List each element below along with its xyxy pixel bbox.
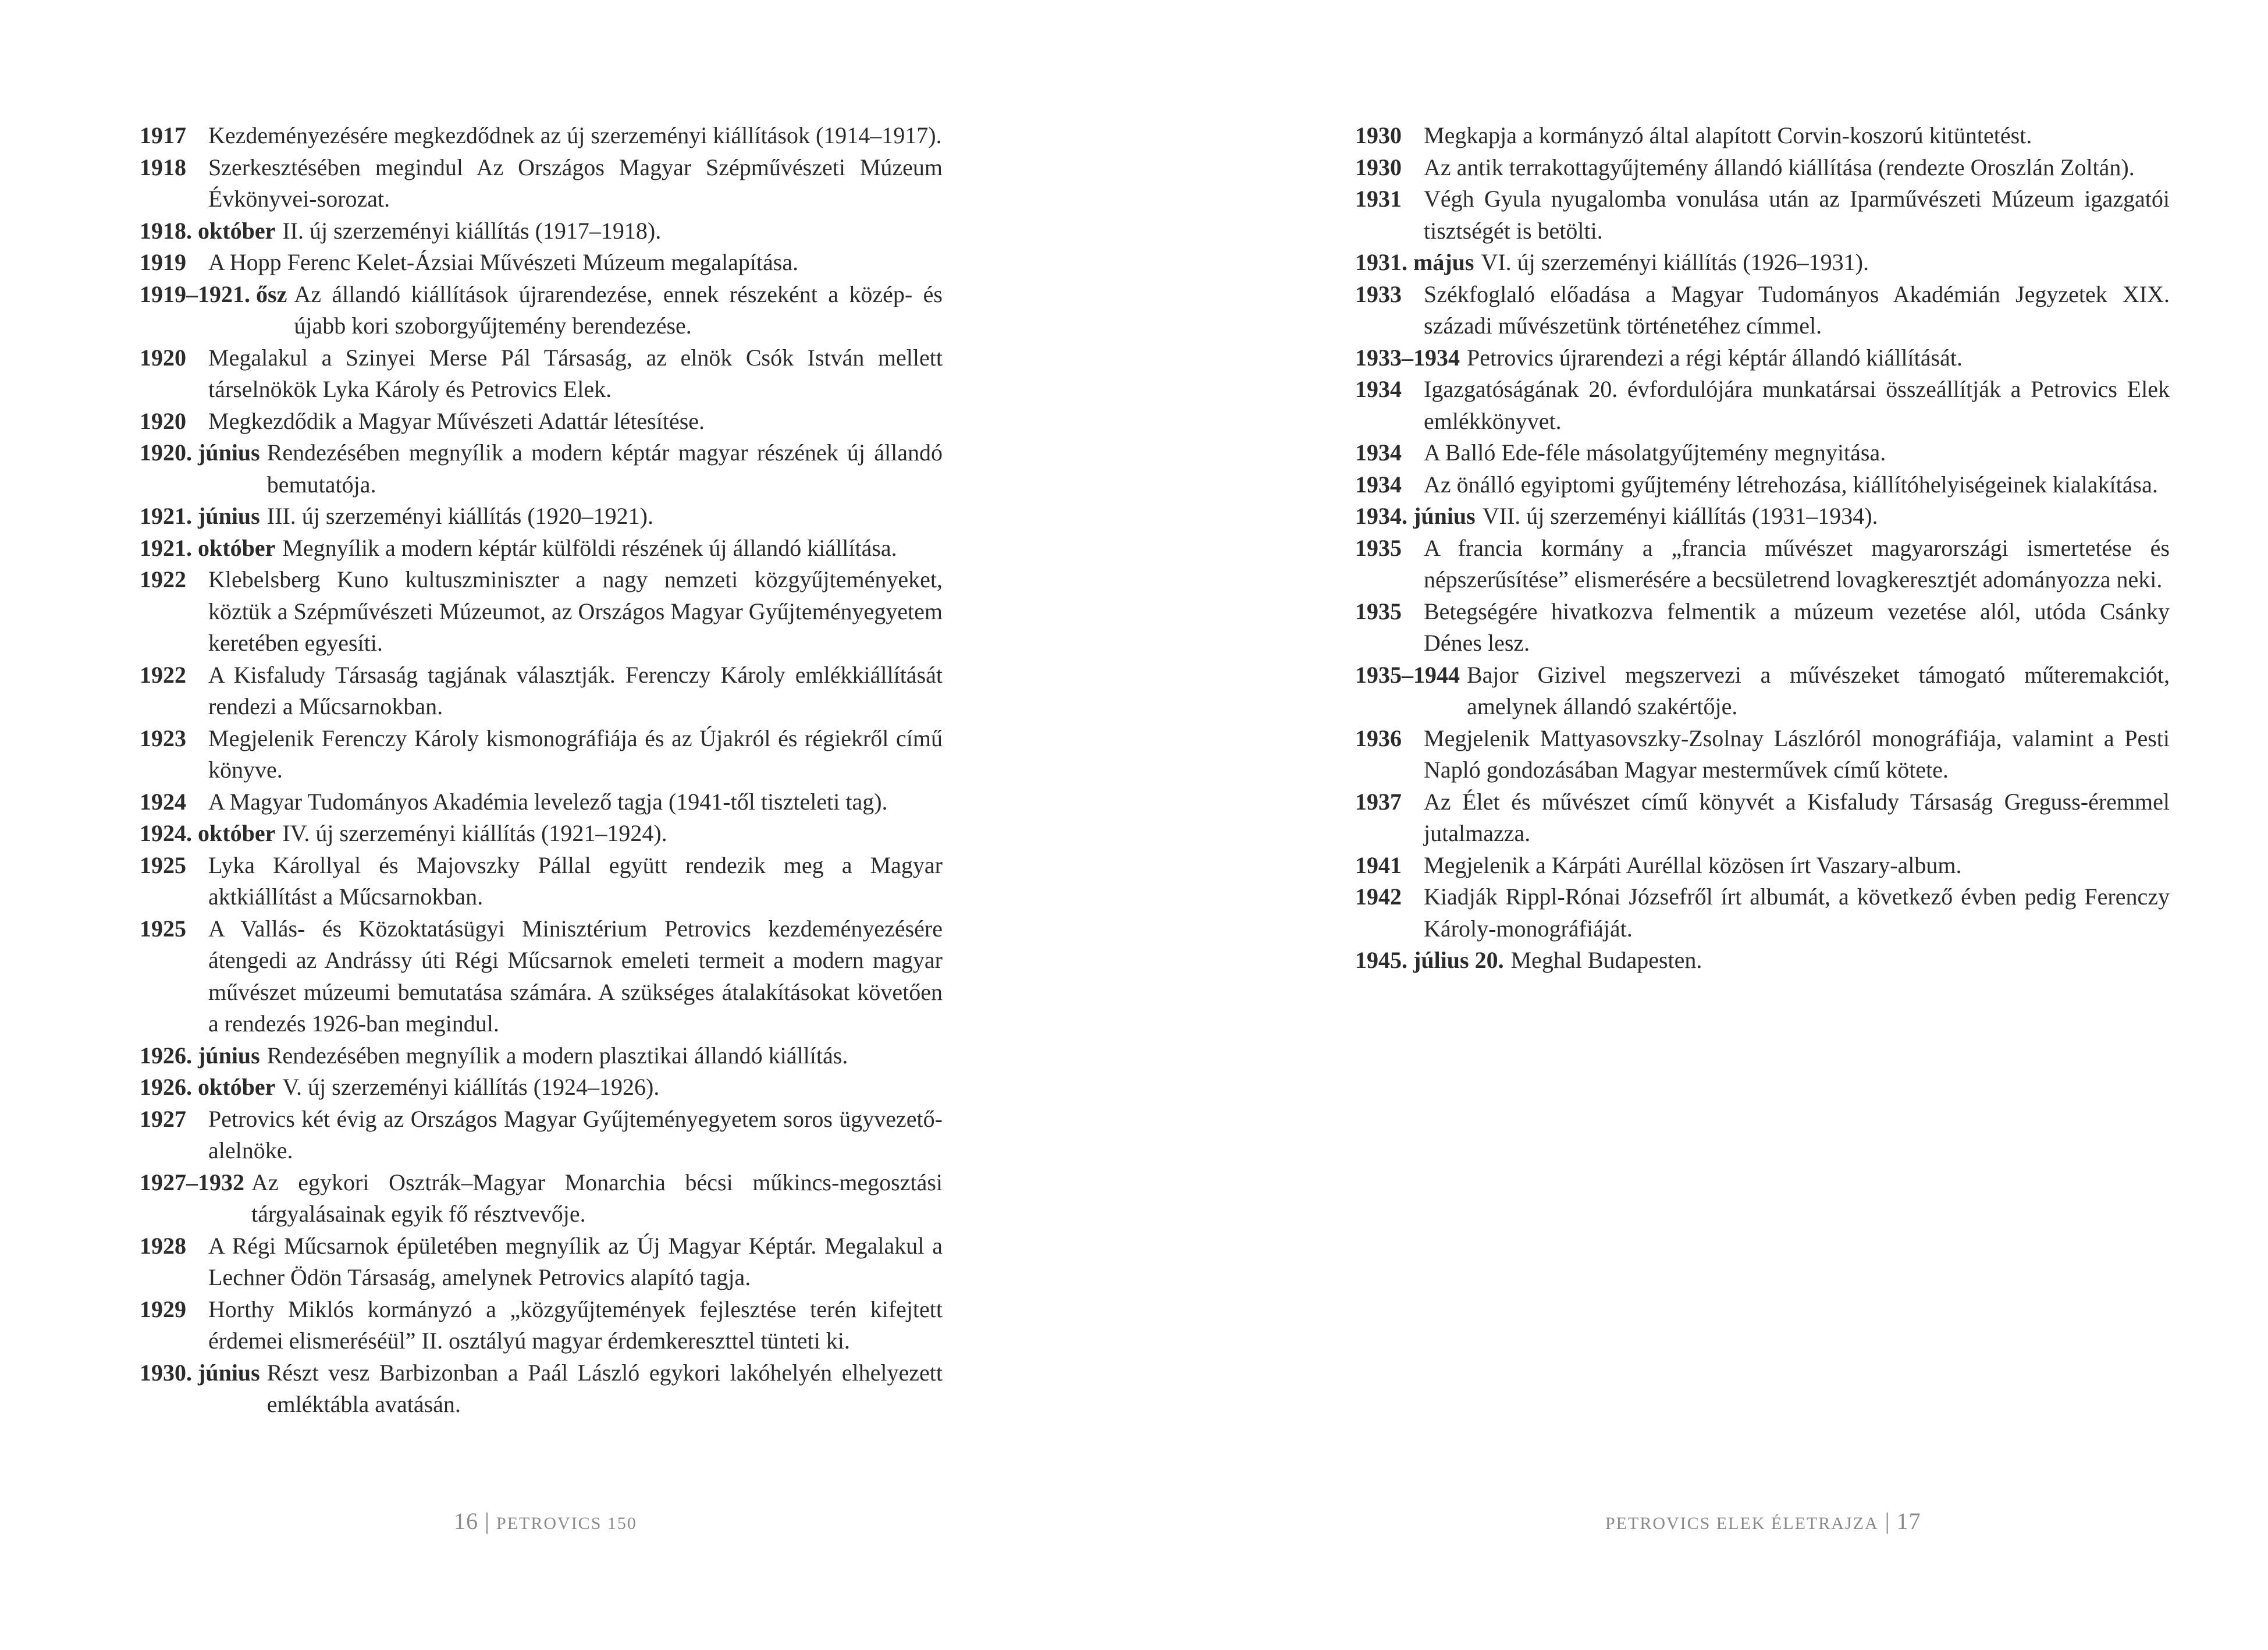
entry-text: Az egykori Osztrák–Magyar Monarchia bécsi műkincs-megosztási tárgyalásainak egyik fő résztvevője. — [251, 1169, 943, 1227]
entry-year: 1929 — [140, 1296, 186, 1322]
right-chronology — [1355, 120, 2170, 977]
entry-year: 1925 — [140, 915, 186, 942]
chronology-entry — [140, 152, 943, 215]
entry-date — [140, 913, 208, 945]
chronology-entry — [1355, 342, 2170, 374]
entry-text: Megjelenik a Kárpáti Auréllal közösen írt Vaszary-album. — [1424, 851, 1962, 878]
entry-year: 1924. — [140, 820, 192, 846]
chronology-entry — [140, 1071, 943, 1103]
entry-year: 1917 — [140, 122, 186, 148]
entry-year: 1937 — [1355, 788, 1402, 815]
entry-date — [140, 1357, 267, 1389]
entry-year: 1925 — [140, 851, 186, 878]
entry-text: Megkapja a kormányzó által alapított Corvin-koszorú kitüntetést. — [1424, 122, 2032, 148]
entry-year: 1930. — [140, 1359, 192, 1386]
page-number: 16 — [454, 1508, 478, 1534]
chronology-entry — [140, 723, 943, 786]
chronology-entry — [1355, 659, 2170, 723]
entry-text: V. új szerzeményi kiállítás (1924–1926). — [282, 1074, 660, 1100]
chronology-entry — [140, 1294, 943, 1357]
chronology-entry — [140, 659, 943, 723]
chronology-entry — [1355, 786, 2170, 850]
entry-date — [1355, 723, 1424, 755]
entry-text: A Magyar Tudományos Akadémia levelező tagja (1941-től tiszteleti tag). — [208, 788, 888, 815]
entry-date — [140, 850, 208, 882]
chronology-entry — [140, 1167, 943, 1230]
entry-year: 1920 — [140, 407, 186, 434]
entry-date — [140, 1294, 208, 1326]
chronology-entry — [140, 564, 943, 659]
entry-text: Horthy Miklós kormányzó a „közgyűjtemények fejlesztése terén kifejtett érdemei elismeréséül” II. osztályú magyar érdemkereszttel tünteti ki. — [208, 1296, 943, 1354]
entry-text: II. új szerzeményi kiállítás (1917–1918). — [282, 217, 662, 244]
entry-text: Az állandó kiállítások újrarendezése, ennek részeként a közép- és újabb kori szoborgyűjtemény berendezése. — [294, 281, 943, 339]
entry-text: Petrovics újrarendezi a régi képtár állandó kiállítását. — [1467, 344, 1963, 371]
entry-year: 1942 — [1355, 883, 1402, 910]
chronology-entry — [1355, 945, 2170, 977]
entry-year: 1927–1932 — [140, 1169, 244, 1195]
entry-date — [1355, 120, 1424, 152]
entry-date — [1355, 881, 1424, 913]
entry-date — [140, 564, 208, 596]
entry-date — [140, 1071, 282, 1103]
entry-text: Megalakul a Szinyei Merse Pál Társaság, az elnök Csók István mellett társelnökök Lyka Károly és Petrovics Elek. — [208, 344, 943, 402]
entry-date — [140, 406, 208, 438]
entry-text: VI. új szerzeményi kiállítás (1926–1931). — [1481, 249, 1869, 275]
entry-year: 1931 — [1355, 186, 1402, 212]
entry-date — [140, 1103, 208, 1136]
chronology-entry — [140, 533, 943, 565]
entry-month: ősz — [256, 281, 287, 307]
entry-date — [140, 786, 208, 818]
entry-month: július 20. — [1413, 947, 1504, 973]
entry-text: Székfoglaló előadása a Magyar Tudományos Akadémián Jegyzetek XIX. századi művészetünk történetéhez címmel. — [1424, 281, 2170, 339]
entry-date — [140, 152, 208, 184]
entry-date — [1355, 342, 1467, 374]
entry-text: A Balló Ede-féle másolatgyűjtemény megnyitása. — [1424, 439, 1886, 466]
entry-text: A Régi Műcsarnok épületében megnyílik az Új Magyar Képtár. Megalakul a Lechner Ödön Társaság, amelynek Petrovics alapító tagja. — [208, 1232, 943, 1290]
entry-date — [1355, 279, 1424, 311]
entry-month: június — [198, 1359, 260, 1386]
entry-text: A Vallás- és Közoktatásügyi Minisztérium Petrovics kezdeményezésére átengedi az Andrássy úti Régi Műcsarnok emeleti termeit a modern magyar művészet múzeumi bemutatása számára. A szükséges átalakításokat követően a rendezés 1926-ban megindul. — [208, 915, 943, 1037]
entry-year: 1935 — [1355, 598, 1402, 624]
entry-month: június — [1413, 503, 1476, 529]
running-title: PETROVICS ELEK ÉLETRAJZA — [1605, 1514, 1879, 1533]
entry-text: Megjelenik Ferenczy Károly kismonográfiája és az Újakról és régiekről című könyve. — [208, 725, 943, 783]
entry-date — [1355, 659, 1467, 691]
entry-month: június — [198, 439, 260, 466]
entry-year: 1933 — [1355, 281, 1402, 307]
entry-year: 1922 — [140, 566, 186, 592]
chronology-entry — [140, 279, 943, 342]
entry-text: A Hopp Ferenc Kelet-Ázsiai Művészeti Múzeum megalapítása. — [208, 249, 799, 275]
entry-year: 1927 — [140, 1105, 186, 1132]
entry-month: október — [198, 217, 276, 244]
chronology-entry — [140, 342, 943, 406]
chronology-entry — [140, 850, 943, 913]
entry-text: Petrovics két évig az Országos Magyar Gyűjteményegyetem soros ügyvezető-alelnöke. — [208, 1105, 943, 1163]
entry-date — [140, 1040, 267, 1072]
chronology-entry — [1355, 596, 2170, 659]
entry-date — [140, 533, 282, 565]
entry-year: 1930 — [1355, 122, 1402, 148]
entry-date — [1355, 247, 1481, 279]
entry-year: 1936 — [1355, 725, 1402, 751]
entry-date — [140, 279, 294, 311]
entry-text: Megnyílik a modern képtár külföldi részének új állandó kiállítása. — [282, 534, 897, 561]
entry-year: 1931. — [1355, 249, 1407, 275]
chronology-entry — [1355, 247, 2170, 279]
entry-text: Megkezdődik a Magyar Művészeti Adattár létesítése. — [208, 407, 705, 434]
entry-date — [1355, 945, 1511, 977]
chronology-entry — [140, 1040, 943, 1072]
chronology-entry — [1355, 374, 2170, 437]
entry-text: VII. új szerzeményi kiállítás (1931–1934). — [1482, 503, 1878, 529]
entry-year: 1920. — [140, 439, 192, 466]
entry-text: Kezdeményezésére megkezdődnek az új szerzeményi kiállítások (1914–1917). — [208, 122, 942, 148]
entry-text: Az önálló egyiptomi gyűjtemény létrehozása, kiállítóhelyiségeinek kialakítása. — [1424, 471, 2158, 498]
entry-year: 1919 — [140, 249, 186, 275]
entry-date — [140, 342, 208, 374]
right-page-footer — [1605, 1507, 1921, 1535]
entry-text: Kiadják Rippl-Rónai Józsefről írt albumát, a következő évben pedig Ferenczy Károly-monográfiáját. — [1424, 883, 2170, 942]
chronology-entry — [140, 786, 943, 818]
entry-year: 1930 — [1355, 154, 1402, 180]
entry-year: 1935–1944 — [1355, 661, 1460, 688]
chronology-entry — [140, 215, 943, 247]
chronology-entry — [140, 1357, 943, 1421]
entry-year: 1935 — [1355, 534, 1402, 561]
entry-year: 1926. — [140, 1042, 192, 1069]
chronology-entry — [1355, 469, 2170, 501]
entry-year: 1926. — [140, 1074, 192, 1100]
entry-year: 1934. — [1355, 503, 1407, 529]
entry-year: 1941 — [1355, 851, 1402, 878]
chronology-entry — [1355, 501, 2170, 533]
entry-text: IV. új szerzeményi kiállítás (1921–1924). — [282, 820, 667, 846]
chronology-entry — [1355, 437, 2170, 469]
entry-date — [1355, 786, 1424, 818]
entry-text: Rendezésében megnyílik a modern plasztikai állandó kiállítás. — [266, 1042, 848, 1069]
entry-date — [140, 818, 282, 850]
entry-date — [140, 215, 282, 247]
entry-date — [1355, 437, 1424, 469]
entry-text: Az Élet és művészet című könyvét a Kisfaludy Társaság Greguss-éremmel jutalmazza. — [1424, 788, 2170, 846]
chronology-entry — [140, 501, 943, 533]
entry-year: 1923 — [140, 725, 186, 751]
entry-month: október — [198, 534, 276, 561]
entry-date — [1355, 469, 1424, 501]
chronology-entry — [140, 120, 943, 152]
chronology-entry — [140, 818, 943, 850]
page-number: 17 — [1896, 1508, 1921, 1534]
entry-text: Bajor Gizivel megszervezi a művészeket támogató műteremakciót, amelynek állandó szakértője. — [1467, 661, 2170, 719]
footer-separator: | — [1885, 1508, 1890, 1534]
chronology-entry — [140, 247, 943, 279]
entry-date — [1355, 501, 1483, 533]
chronology-entry — [1355, 881, 2170, 945]
entry-text: Klebelsberg Kuno kultuszminiszter a nagy nemzeti közgyűjteményeket, köztük a Szépművészeti Múzeumot, az Országos Magyar Gyűjteményegyetem keretében egyesíti. — [208, 566, 943, 656]
entry-date — [140, 1167, 251, 1199]
entry-date — [1355, 374, 1424, 406]
entry-year: 1934 — [1355, 471, 1402, 498]
entry-year: 1921. — [140, 503, 192, 529]
right-page — [1134, 0, 2268, 1650]
entry-date — [140, 120, 208, 152]
chronology-entry — [140, 437, 943, 501]
entry-year: 1928 — [140, 1232, 186, 1259]
entry-date — [1355, 850, 1424, 882]
entry-text: Részt vesz Barbizonban a Paál László egykori lakóhelyén elhelyezett emléktábla avatásán. — [266, 1359, 943, 1417]
left-page-footer — [454, 1507, 637, 1535]
entry-date — [1355, 152, 1424, 184]
chronology-entry — [1355, 533, 2170, 596]
entry-text: Betegségére hivatkozva felmentik a múzeum vezetése alól, utóda Csánky Dénes lesz. — [1424, 598, 2170, 656]
chronology-entry — [1355, 183, 2170, 247]
chronology-entry — [140, 913, 943, 1040]
entry-year: 1934 — [1355, 439, 1402, 466]
entry-month: május — [1413, 249, 1474, 275]
entry-month: október — [198, 820, 276, 846]
entry-text: A Kisfaludy Társaság tagjának választják. Ferenczy Károly emlékkiállítását rendezi a Műcsarnokban. — [208, 661, 943, 719]
entry-text: Az antik terrakottagyűjtemény állandó kiállítása (rendezte Oroszlán Zoltán). — [1424, 154, 2135, 180]
entry-year: 1922 — [140, 661, 186, 688]
entry-date — [140, 1230, 208, 1262]
chronology-entry — [1355, 279, 2170, 342]
entry-year: 1924 — [140, 788, 186, 815]
entry-text: Meghal Budapesten. — [1510, 947, 1702, 973]
entry-month: június — [198, 1042, 260, 1069]
entry-text: Végh Gyula nyugalomba vonulása után az Iparművészeti Múzeum igazgatói tisztségét is betölti. — [1424, 186, 2170, 244]
entry-text: Lyka Károllyal és Majovszky Pállal együtt rendezik meg a Magyar aktkiállítást a Műcsarnokban. — [208, 851, 943, 910]
entry-text: Igazgatóságának 20. évfordulójára munkatársai összeállítják a Petrovics Elek emlékkönyvet. — [1424, 376, 2170, 434]
entry-text: III. új szerzeményi kiállítás (1920–1921). — [266, 503, 653, 529]
chronology-entry — [1355, 152, 2170, 184]
entry-text: A francia kormány a „francia művészet magyarországi ismertetése és népszerűsítése” elismerésére a becsületrend lovagkeresztjét adományozza neki. — [1424, 534, 2170, 592]
entry-year: 1918 — [140, 154, 186, 180]
chronology-entry — [1355, 723, 2170, 786]
entry-text: Rendezésében megnyílik a modern képtár magyar részének új állandó bemutatója. — [266, 439, 943, 498]
entry-month: október — [198, 1074, 276, 1100]
chronology-entry — [1355, 850, 2170, 882]
entry-date — [140, 247, 208, 279]
running-title: PETROVICS 150 — [496, 1514, 637, 1533]
entry-date — [1355, 533, 1424, 565]
entry-month: június — [198, 503, 260, 529]
entry-date — [140, 501, 267, 533]
entry-date — [1355, 183, 1424, 215]
left-chronology — [140, 120, 943, 1421]
footer-separator: | — [485, 1508, 490, 1534]
entry-date — [140, 437, 267, 469]
entry-year: 1919–1921. — [140, 281, 250, 307]
chronology-entry — [140, 1230, 943, 1294]
entry-text: Szerkesztésében megindul Az Országos Magyar Szépművészeti Múzeum Évkönyvei-sorozat. — [208, 154, 943, 212]
entry-date — [140, 659, 208, 691]
entry-date — [140, 723, 208, 755]
entry-year: 1934 — [1355, 376, 1402, 402]
entry-year: 1933–1934 — [1355, 344, 1460, 371]
entry-date — [1355, 596, 1424, 628]
entry-year: 1945. — [1355, 947, 1407, 973]
entry-text: Megjelenik Mattyasovszky-Zsolnay Lászlóról monográfiája, valamint a Pesti Napló gondozásában Magyar mesterművek című kötete. — [1424, 725, 2170, 783]
chronology-entry — [140, 1103, 943, 1167]
chronology-entry — [140, 406, 943, 438]
chronology-entry — [1355, 120, 2170, 152]
entry-year: 1921. — [140, 534, 192, 561]
entry-year: 1918. — [140, 217, 192, 244]
entry-year: 1920 — [140, 344, 186, 371]
